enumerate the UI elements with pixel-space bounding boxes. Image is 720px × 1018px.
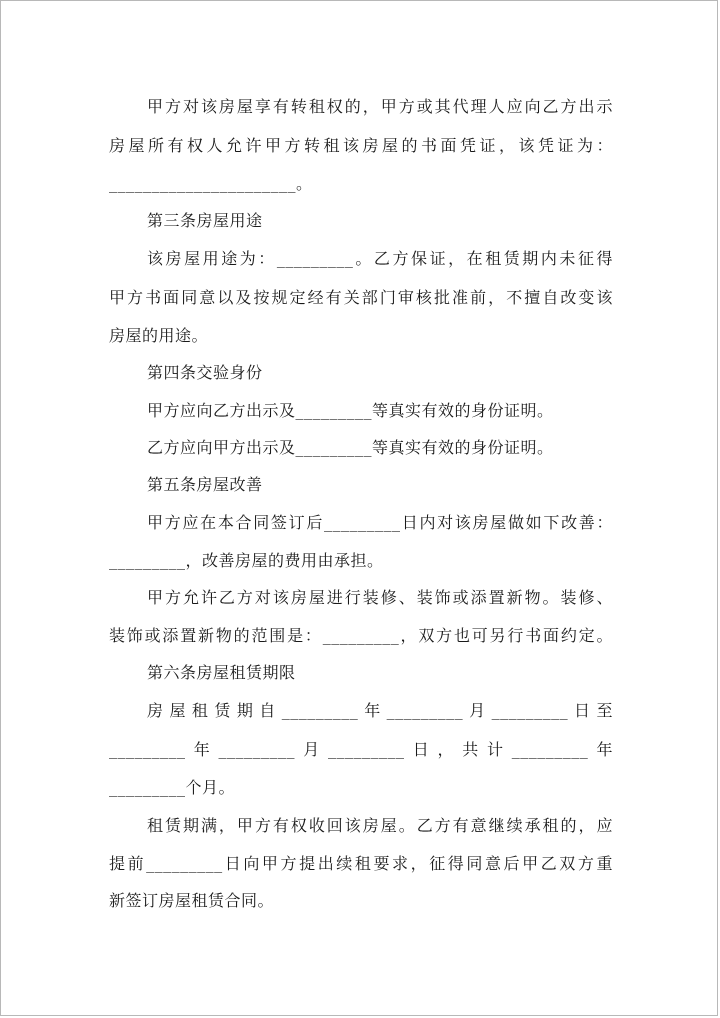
paragraph-renewal-line-3: 新签订房屋租赁合同。 — [109, 891, 275, 910]
paragraph-identity-party-a: 甲方应向乙方出示及_________等真实有效的身份证明。 — [147, 401, 554, 420]
paragraph-term-line-1: 房屋租赁期自_________年_________月_________日至 — [147, 701, 613, 720]
paragraph-sublease-line-2: 房屋所有权人允许甲方转租该房屋的书面凭证，该凭证为： — [109, 136, 613, 155]
section-heading-article-4: 第四条交验身份 — [147, 363, 263, 382]
paragraph-identity-party-b: 乙方应向甲方出示及_________等真实有效的身份证明。 — [147, 438, 554, 457]
paragraph-usage-line-3: 房屋的用途。 — [109, 326, 209, 345]
paragraph-decoration-line-2: 装饰或添置新物的范围是：_________，双方也可另行书面约定。 — [109, 626, 613, 645]
section-heading-article-6: 第六条房屋租赁期限 — [147, 663, 296, 682]
paragraph-term-line-2: _________年_________月_________日，共计_________年 — [109, 740, 613, 759]
section-heading-article-3: 第三条房屋用途 — [147, 211, 263, 230]
paragraph-renewal-line-2: 提前_________日向甲方提出续租要求，征得同意后甲乙双方重 — [109, 854, 613, 873]
paragraph-improvement-line-1: 甲方应在本合同签订后_________日内对该房屋做如下改善： — [147, 513, 613, 532]
paragraph-usage-line-2: 甲方书面同意以及按规定经有关部门审核批准前，不擅自改变该 — [109, 288, 613, 307]
paragraph-term-line-3: _________个月。 — [109, 778, 236, 797]
section-heading-article-5: 第五条房屋改善 — [147, 475, 263, 494]
paragraph-usage-line-1: 该房屋用途为：_________。乙方保证，在租赁期内未征得 — [147, 249, 613, 268]
paragraph-improvement-line-2: _________，改善房屋的费用由承担。 — [109, 551, 384, 570]
paragraph-renewal-line-1: 租赁期满，甲方有权收回该房屋。乙方有意继续承租的，应 — [147, 816, 613, 835]
paragraph-decoration-line-1: 甲方允许乙方对该房屋进行装修、装饰或添置新物。装修、 — [147, 588, 613, 607]
paragraph-sublease-line-3: ______________________。 — [109, 174, 313, 193]
paragraph-sublease-line-1: 甲方对该房屋享有转租权的，甲方或其代理人应向乙方出示 — [147, 97, 613, 116]
